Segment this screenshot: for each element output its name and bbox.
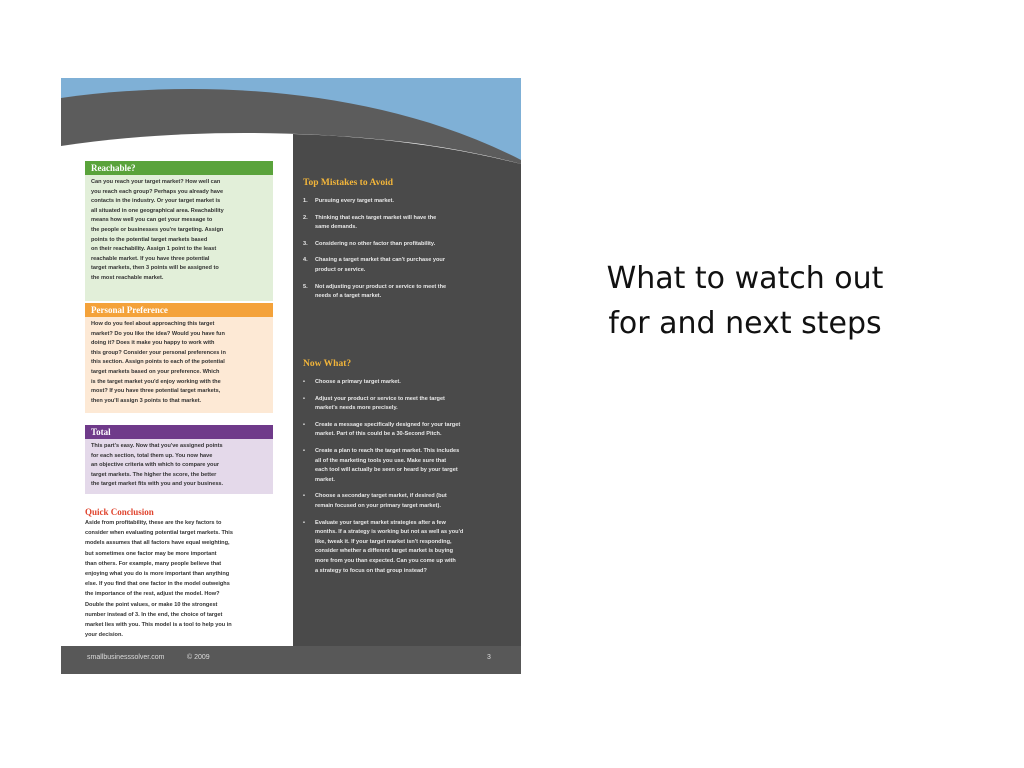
text-line: on their reachability. Assign 1 point to the least [91, 246, 217, 253]
list-item-line: consider whether a different target market is buying [315, 548, 454, 555]
personal-preference-text [85, 317, 273, 413]
list-item-line: Choose a secondary target market, if desired (but [315, 493, 447, 500]
footer-page-number: 3 [487, 654, 491, 661]
reachable-text [85, 175, 273, 301]
text-line: market? Do you like the idea? Would you have fun [91, 330, 225, 337]
list-item [303, 395, 513, 414]
text-line: your decision. [85, 632, 123, 639]
text-line: then you'll assign 3 points to that market. [91, 397, 202, 404]
text-line: Aside from profitability, these are the key factors to [85, 520, 222, 526]
text-line: market lies with you. This model is a tool to help you in [85, 622, 232, 629]
list-marker: • [303, 447, 305, 454]
text-line: models assumes that all factors have equal weighting, [85, 540, 230, 547]
footer-copyright: © 2009 [187, 654, 210, 661]
list-marker: • [303, 519, 305, 526]
list-marker: • [303, 493, 305, 500]
list-item-line: product or service. [315, 266, 366, 273]
text-line: means how well you can get your message to [91, 217, 213, 224]
list-marker: 2. [303, 214, 308, 221]
list-marker: 3. [303, 240, 308, 247]
list-item [303, 197, 513, 207]
now-what-section [303, 358, 513, 583]
list-item-line: same demands. [315, 224, 357, 231]
text-line: the importance of the rest, adjust the model. How? [85, 591, 220, 598]
list-item-line: Adjust your product or service to meet the target [315, 395, 445, 402]
list-marker: • [303, 395, 305, 402]
text-line: for each section, total them up. You now have [91, 452, 213, 459]
quick-conclusion-title: Quick Conclusion [85, 507, 154, 517]
text-line: this section. Assign points to each of the potential [91, 359, 225, 366]
text-line: the people or businesses you're targeting. Assign [91, 226, 224, 233]
top-mistakes-title: Top Mistakes to Avoid [303, 178, 394, 188]
list-item-line: market's needs more precisely. [315, 405, 398, 412]
list-item-line: Evaluate your target market strategies after a few [315, 519, 446, 526]
slide-caption-line: What to watch out [606, 261, 884, 296]
list-item-line: market. Part of this could be a 30-Second Pitch. [315, 431, 442, 438]
text-line: This part's easy. Now that you've assigned points [91, 443, 223, 449]
top-mistakes-list [303, 197, 513, 302]
list-item [303, 256, 513, 275]
text-line: is the target market you'd enjoy working with the [91, 378, 221, 385]
slide-caption [560, 256, 930, 346]
right-panel [293, 170, 521, 646]
list-item-line: remain focused on your primary target market). [315, 502, 441, 509]
list-item-line: Considering no other factor than profitability. [315, 240, 436, 247]
text-line: target markets based on your preference. Which [91, 368, 220, 375]
list-item-line: Create a plan to reach the target market. This includes [315, 447, 460, 454]
text-line: target markets, then 3 points will be assigned to [91, 265, 219, 272]
list-item-line: like, tweak it. If your target market isn't responding, [315, 538, 452, 545]
list-marker: 1. [303, 198, 308, 204]
text-line: number instead of 3. In the end, the choice of target [85, 611, 223, 618]
text-line: but sometimes one factor may be more important [85, 550, 217, 557]
list-item-line: Choose a primary target market. [315, 379, 401, 385]
list-item [303, 214, 513, 233]
text-line: reachable market. If you have three potential [91, 255, 210, 262]
list-marker: • [303, 379, 305, 385]
text-line: most? If you have three potential target markets, [91, 388, 221, 395]
total-text [85, 439, 273, 494]
list-item-line: Thinking that each target market will have the [315, 214, 437, 221]
text-line: the target market fits with you and your business. [91, 481, 224, 488]
now-what-list [303, 378, 513, 576]
text-line: target markets. The higher the score, the better [91, 471, 217, 478]
list-item [303, 447, 513, 485]
text-line: an objective criteria with which to compare your [91, 462, 220, 469]
list-item-line: needs of a target market. [315, 293, 382, 300]
top-mistakes-section [303, 177, 513, 309]
document-footer [61, 646, 521, 674]
now-what-title: Now What? [303, 359, 352, 369]
list-item [303, 421, 513, 440]
text-line: contacts in the industry. Or your target market is [91, 198, 221, 205]
text-line: How do you feel about approaching this target [91, 321, 215, 327]
text-line: the most reachable market. [91, 274, 164, 281]
list-item-line: all of the marketing tools you use. Make sure that [315, 457, 447, 464]
personal-preference-title: Personal Preference [85, 303, 273, 317]
total-title: Total [85, 425, 273, 439]
text-line: points to the potential target markets based [91, 236, 208, 243]
list-item-line: market. [315, 476, 335, 483]
total-box [85, 425, 273, 494]
document-page-image [61, 78, 521, 674]
list-item-line: each tool will actually be seen or heard by your target [315, 467, 458, 474]
list-item [303, 519, 513, 577]
text-line: else. If you find that one factor in the model outweighs [85, 581, 230, 588]
list-item-line: Pursuing every target market. [315, 198, 394, 204]
text-line: consider when evaluating potential target markets. This [85, 530, 233, 537]
list-item [303, 240, 513, 250]
quick-conclusion-section [85, 507, 281, 640]
text-line: you reach each group? Perhaps you already have [91, 188, 224, 195]
list-item-line: Create a message specifically designed for your target [315, 421, 461, 428]
list-marker: • [303, 421, 305, 428]
list-item-line: months. If a strategy is working but not as well as you'd [315, 529, 464, 536]
text-line: Double the point values, or make 10 the strongest [85, 601, 218, 608]
quick-conclusion-text [85, 518, 281, 640]
text-line: all situated in one geographical area. Reachability [91, 207, 224, 214]
reachable-box [85, 161, 273, 301]
list-item-line: more from you than expected. Can you come up with [315, 557, 456, 564]
reachable-title: Reachable? [85, 161, 273, 175]
text-line: doing it? Does it make you happy to work with [91, 340, 215, 347]
text-line: this group? Consider your personal preferences in [91, 349, 226, 356]
list-item [303, 378, 513, 388]
list-marker: 4. [303, 257, 308, 264]
list-item [303, 283, 513, 302]
text-line: than others. For example, many people believe that [85, 560, 222, 567]
text-line: Can you reach your target market? How well can [91, 179, 221, 185]
list-item-line: a strategy to focus on that group instead? [315, 567, 427, 574]
text-line: enjoying what you do is more important than anything [85, 571, 230, 578]
list-item-line: Not adjusting your product or service to meet the [315, 283, 447, 290]
list-item-line: Chasing a target market that can't purchase your [315, 257, 446, 264]
slide-caption-line: for and next steps [608, 306, 882, 341]
footer-site: smallbusinesssolver.com [87, 654, 165, 661]
personal-preference-box [85, 303, 273, 413]
list-marker: 5. [303, 283, 308, 290]
list-item [303, 492, 513, 511]
